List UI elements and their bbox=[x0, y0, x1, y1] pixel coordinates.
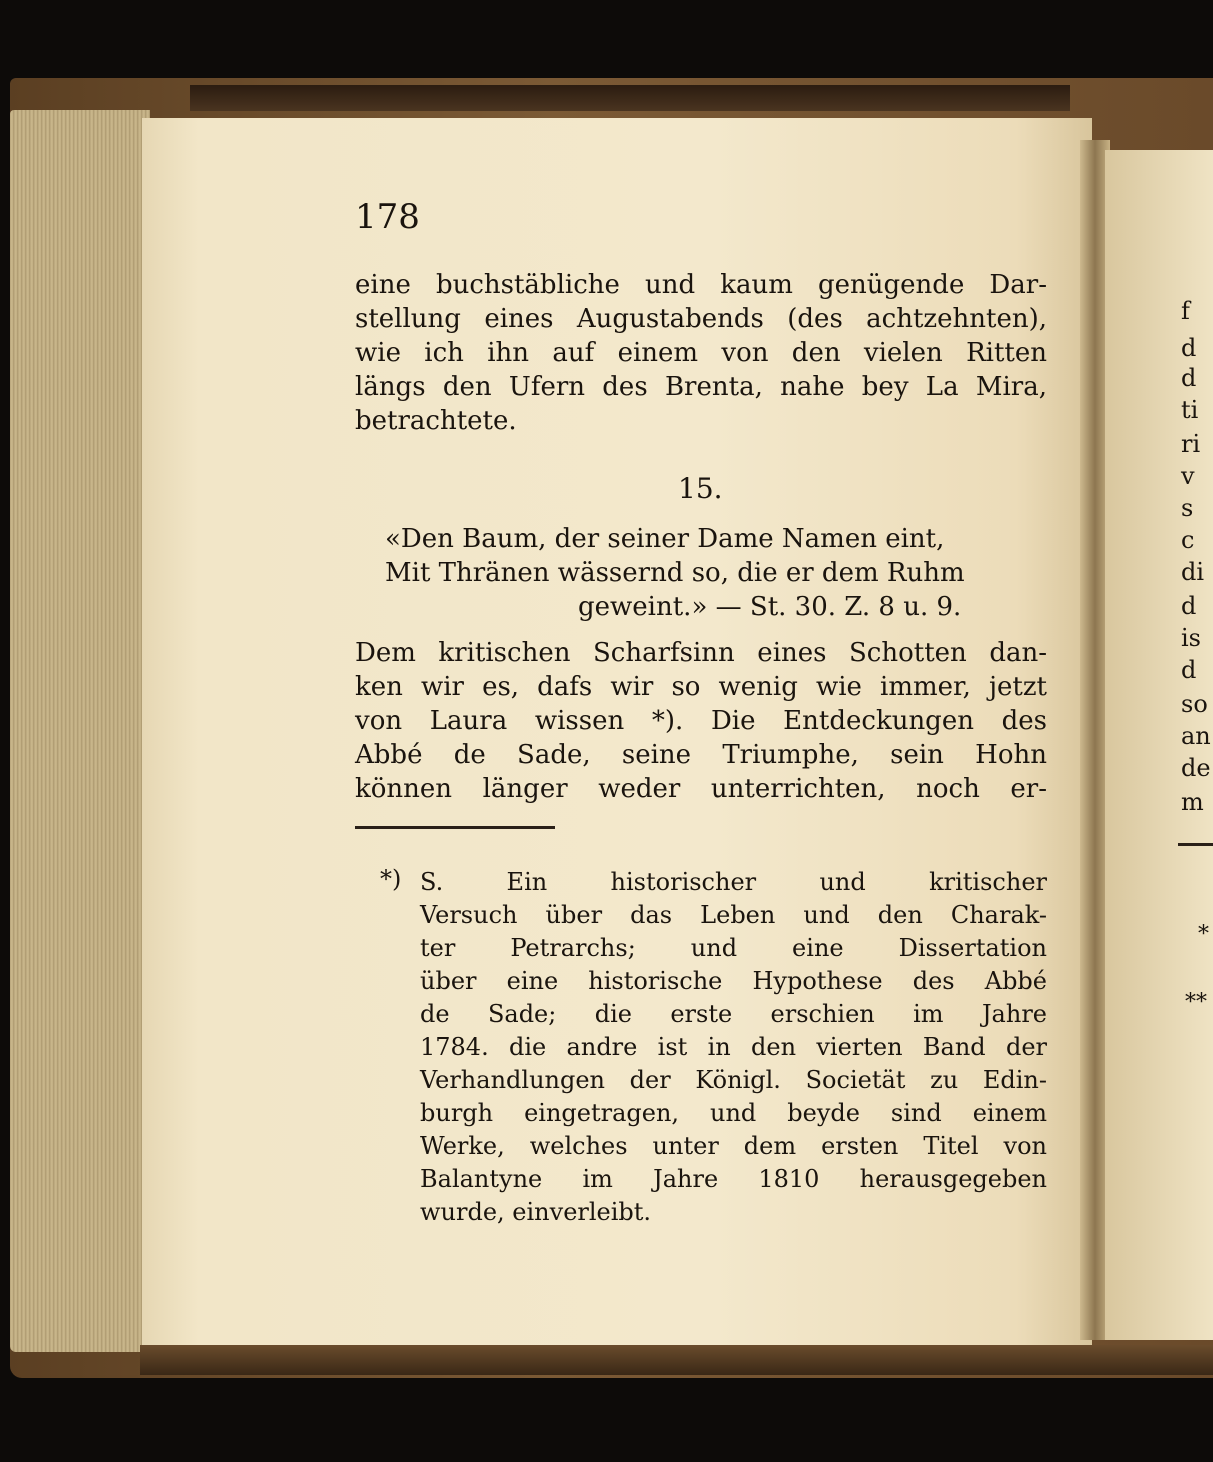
right-page-fragment: an bbox=[1181, 722, 1211, 750]
footnote-line: Werke, welches unter dem ersten Titel von bbox=[420, 1132, 1047, 1160]
verse-line: «Den Baum, der seiner Dame Namen eint, bbox=[385, 524, 945, 554]
bottom-edge bbox=[140, 1345, 1213, 1375]
right-page-fragment: d bbox=[1181, 592, 1197, 620]
body-line: stellung eines Augustabends (des achtzehnten), bbox=[355, 304, 1047, 334]
body-line: betrachtete. bbox=[355, 406, 517, 436]
paragraph-line: von Laura wissen *). Die Entdeckungen des bbox=[355, 706, 1047, 736]
right-page-fragment: de bbox=[1181, 754, 1211, 782]
body-line: wie ich ihn auf einem von den vielen Ritten bbox=[355, 338, 1047, 368]
paragraph-line: Abbé de Sade, seine Triumphe, sein Hohn bbox=[355, 740, 1047, 770]
right-page-footnote-mark: * bbox=[1198, 922, 1209, 947]
right-page-fragment: is bbox=[1181, 624, 1201, 652]
footnote-line: über eine historische Hypothese des Abbé bbox=[420, 967, 1047, 995]
right-page-fragment: ri bbox=[1181, 430, 1201, 458]
footnote-rule bbox=[355, 826, 555, 829]
footnote-line: Verhandlungen der Königl. Societät zu Edin- bbox=[420, 1066, 1047, 1094]
footnote-line: burgh eingetragen, und beyde sind einem bbox=[420, 1099, 1047, 1127]
spine-top bbox=[190, 85, 1070, 111]
footnote-line: 1784. die andre ist in den vierten Band der bbox=[420, 1033, 1047, 1061]
right-page-footnote-mark: ** bbox=[1185, 990, 1207, 1015]
body-line: längs den Ufern des Brenta, nahe bey La Mira, bbox=[355, 372, 1047, 402]
body-line: eine buchstäbliche und kaum genügende Dar- bbox=[355, 270, 1047, 300]
page-edges bbox=[10, 110, 150, 1352]
right-page-fragment: v bbox=[1181, 462, 1195, 490]
right-page-fragment: s bbox=[1181, 494, 1194, 522]
footnote-line: Versuch über das Leben und den Charak- bbox=[420, 901, 1047, 929]
footnote-line: ter Petrarchs; und eine Dissertation bbox=[420, 934, 1047, 962]
verse-line: Mit Thränen wässernd so, die er dem Ruhm bbox=[385, 558, 965, 588]
paragraph-line: ken wir es, dafs wir so wenig wie immer, jetzt bbox=[355, 672, 1047, 702]
right-page-fragment: c bbox=[1181, 526, 1195, 554]
section-number: 15. bbox=[678, 472, 723, 505]
right-page-footnote-rule bbox=[1178, 843, 1213, 846]
verse-line: geweint.» — St. 30. Z. 8 u. 9. bbox=[578, 592, 962, 622]
paragraph-line: können länger weder unterrichten, noch er- bbox=[355, 774, 1047, 804]
footnote-line: wurde, einverleibt. bbox=[420, 1198, 652, 1226]
page-number: 178 bbox=[355, 197, 420, 237]
footnote-line: de Sade; die erste erschien im Jahre bbox=[420, 1000, 1047, 1028]
paragraph-line: Dem kritischen Scharfsinn eines Schotten dan- bbox=[355, 638, 1047, 668]
right-page-fragment: ti bbox=[1181, 396, 1199, 424]
right-page-fragment: so bbox=[1181, 690, 1208, 718]
footnote-mark: *) bbox=[380, 865, 402, 893]
right-page-fragment: d bbox=[1181, 334, 1197, 362]
right-page-fragment: m bbox=[1181, 788, 1204, 816]
right-page-fragment: d bbox=[1181, 656, 1197, 684]
right-page-fragment: f bbox=[1181, 297, 1190, 325]
footnote-line: S. Ein historischer und kritischer bbox=[420, 868, 1047, 896]
right-page-fragment: d bbox=[1181, 364, 1197, 392]
right-page-fragment: di bbox=[1181, 558, 1205, 586]
footnote-line: Balantyne im Jahre 1810 herausgegeben bbox=[420, 1165, 1047, 1193]
